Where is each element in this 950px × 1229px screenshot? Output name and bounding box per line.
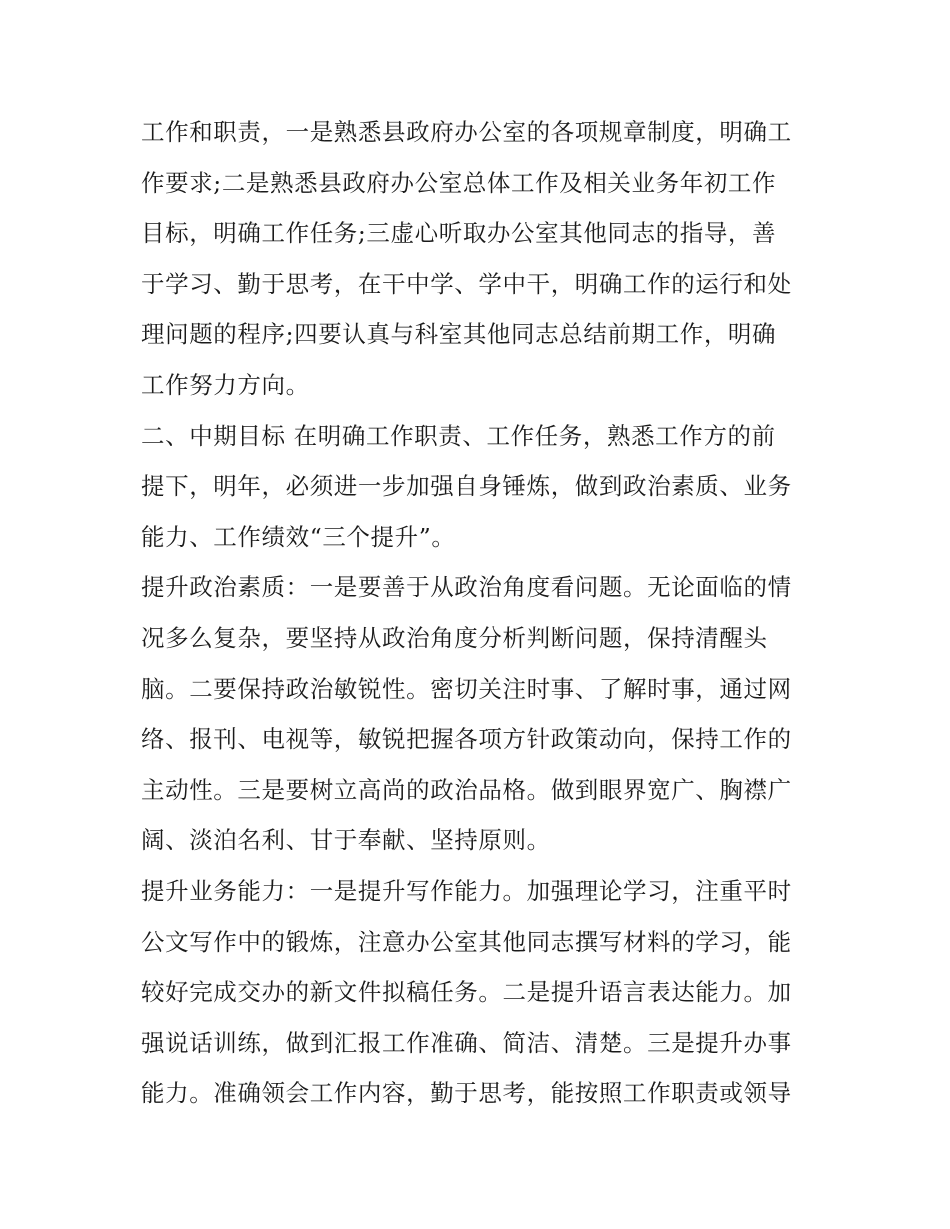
document-body	[141, 107, 821, 1119]
text-line: 公文写作中的锻炼，注意办公室其他同志撰写材料的学习，能	[141, 927, 792, 956]
text-line: 提升政治素质：一是要善于从政治角度看问题。无论面临的情	[141, 573, 792, 602]
text-line: 提升业务能力：一是提升写作能力。加强理论学习，注重平时	[141, 876, 792, 905]
text-line: 工作努力方向。	[141, 370, 310, 399]
text-line: 工作和职责，一是熟悉县政府办公室的各项规章制度，明确工	[141, 118, 792, 146]
text-line: 况多么复杂，要坚持从政治角度分析判断问题，保持清醒头	[141, 623, 768, 652]
text-line: 主动性。三是要树立高尚的政治品格。做到眼界宽广、胸襟广	[141, 775, 792, 804]
text-line: 阔、淡泊名利、甘于奉献、坚持原则。	[141, 826, 551, 855]
text-line: 于学习、勤于思考，在干中学、学中干，明确工作的运行和处	[141, 269, 792, 298]
text-line: 理问题的程序;四要认真与科室其他同志总结前期工作，明确	[141, 320, 777, 349]
text-line: 强说话训练，做到汇报工作准确、简洁、清楚。三是提升办事	[141, 1028, 792, 1057]
text-line: 提下，明年，必须进一步加强自身锤炼，做到政治素质、业务	[141, 472, 792, 501]
text-line: 络、报刊、电视等，敏锐把握各项方针政策动向，保持工作的	[141, 725, 792, 754]
text-line: 二、中期目标 在明确工作职责、工作任务，熟悉工作方的前	[141, 421, 776, 450]
text-line: 脑。二要保持政治敏锐性。密切关注时事、了解时事，通过网	[141, 674, 792, 703]
text-line: 较好完成交办的新文件拟稿任务。二是提升语言表达能力。加	[141, 978, 792, 1007]
text-line: 能力。准确领会工作内容，勤于思考，能按照工作职责或领导	[141, 1079, 792, 1108]
text-line: 能力、工作绩效“三个提升”。	[141, 522, 456, 551]
text-line: 作要求;二是熟悉县政府办公室总体工作及相关业务年初工作	[141, 168, 777, 197]
text-line: 目标，明确工作任务;三虚心听取办公室其他同志的指导，善	[141, 219, 777, 248]
